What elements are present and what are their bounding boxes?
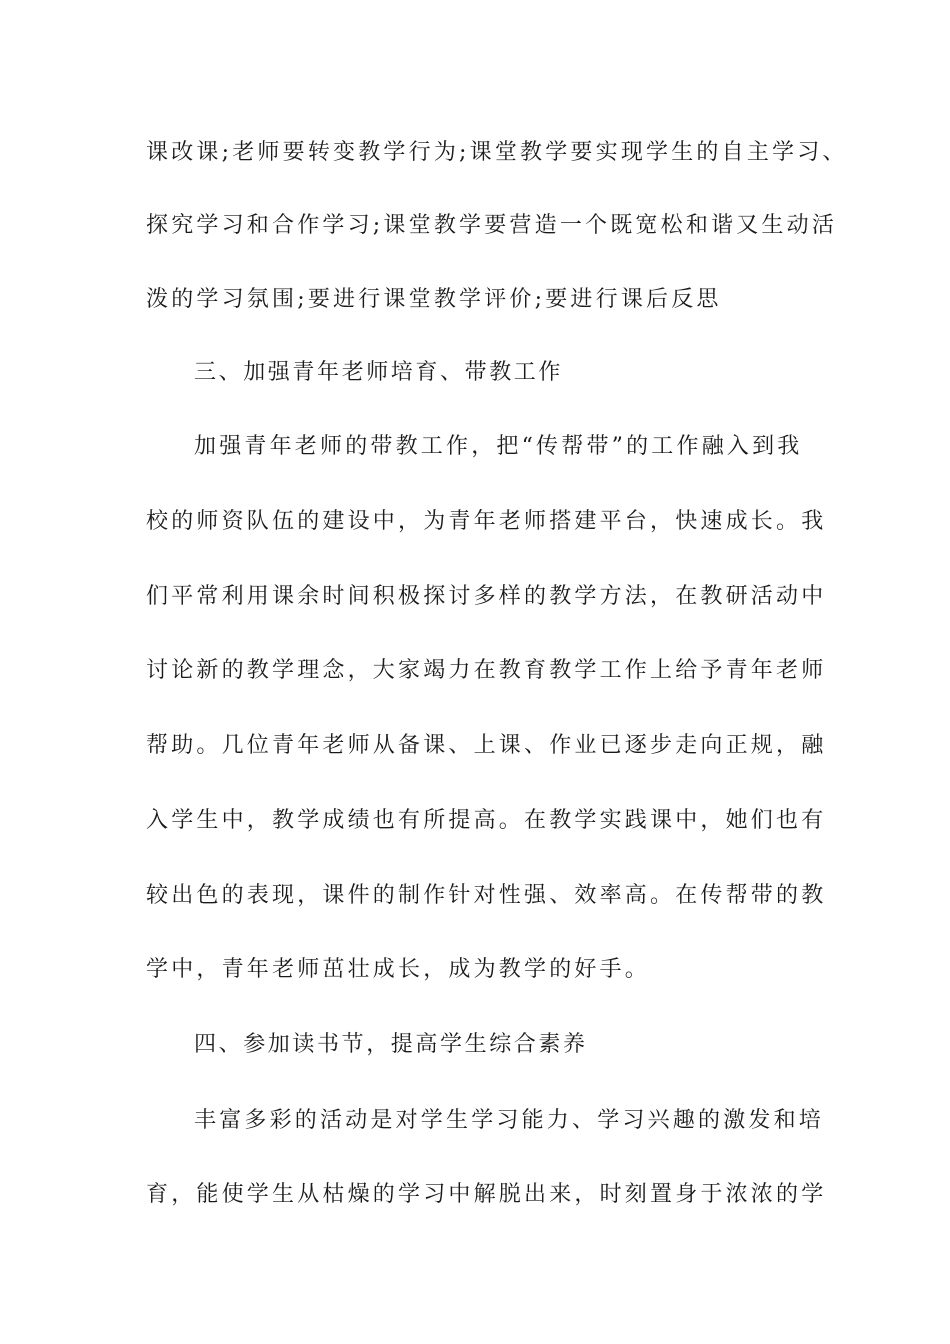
paragraph-line: 讨论新的教学理念，大家竭力在教育教学工作上给予青年老师 <box>146 658 827 683</box>
paragraph-line: 入学生中，教学成绩也有所提高。在教学实践课中，她们也有 <box>146 808 827 833</box>
section-heading: 三、加强青年老师培育、带教工作 <box>194 360 564 385</box>
section-heading: 四、参加读书节，提高学生综合素养 <box>194 1032 588 1057</box>
paragraph-line: 较出色的表现，课件的制作针对性强、效率高。在传帮带的教 <box>146 883 827 908</box>
paragraph-line: 校的师资队伍的建设中，为青年老师搭建平台，快速成长。我 <box>146 509 827 534</box>
paragraph-line: 学中，青年老师茁壮成长，成为教学的好手。 <box>146 957 651 982</box>
paragraph-line: 加强青年老师的带教工作，把“传帮带”的工作融入到我 <box>194 434 803 459</box>
paragraph-line: 帮助。几位青年老师从备课、上课、作业已逐步走向正规，融 <box>146 733 827 758</box>
paragraph-line: 丰富多彩的活动是对学生学习能力、学习兴趣的激发和培 <box>194 1108 825 1133</box>
paragraph-line: 们平常利用课余时间积极探讨多样的教学方法，在教研活动中 <box>146 584 827 609</box>
paragraph-line: 泼的学习氛围;要进行课堂教学评价;要进行课后反思 <box>146 287 722 312</box>
paragraph-line: 课改课;老师要转变教学行为;课堂教学要实现学生的自主学习、 <box>146 140 848 165</box>
paragraph-line: 育，能使学生从枯燥的学习中解脱出来，时刻置身于浓浓的学 <box>146 1182 827 1207</box>
paragraph-line: 探究学习和合作学习;课堂教学要营造一个既宽松和谐又生动活 <box>146 213 838 238</box>
